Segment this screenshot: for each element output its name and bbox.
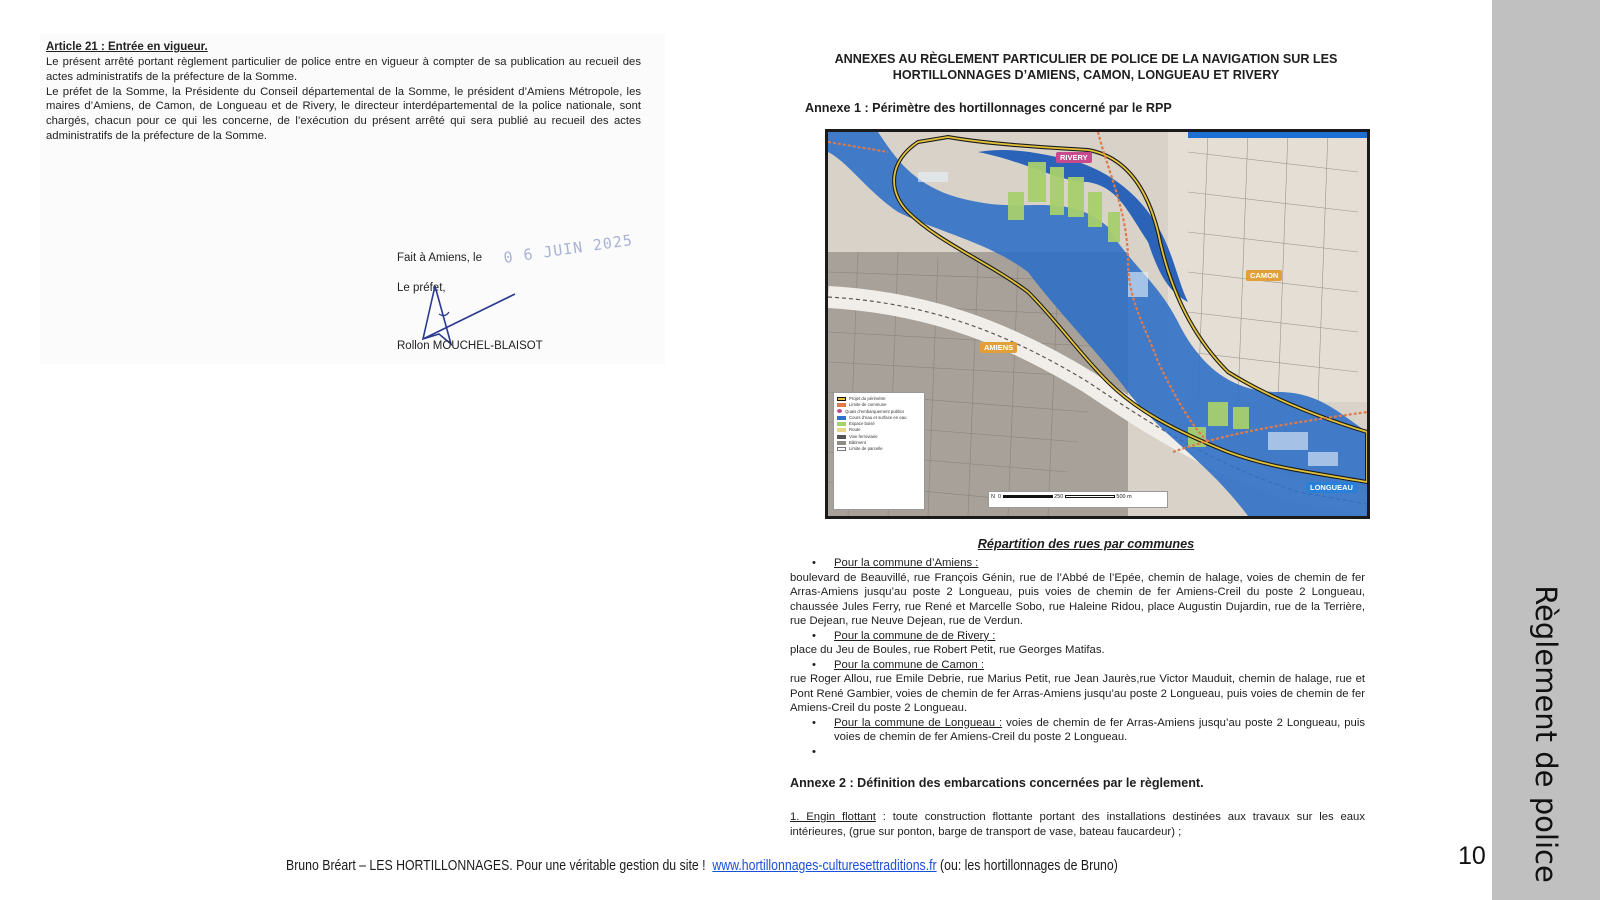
perimeter-map [825,129,1370,519]
article-paragraph: Le préfet de la Somme, la Présidente du Conseil départemental de la Somme, le président d’Amiens Métropole, les maires d’Amiens, de Camon, de Longueau et de Rivery, le directeur interdépartemental de la police nationale, sont chargés, chacun pour ce qui les concerne, de l’exécution du présent arrêté qui sera publié au recueil des actes administratifs de la préfecture de la Somme. [46,85,641,142]
article-title: Article 21 : Entrée en vigueur. [46,41,208,53]
signer-title: Le préfet, [397,282,446,294]
annex1-heading: Annexe 1 : Périmètre des hortillonnages concerné par le RPP [805,101,1172,115]
annex2-heading: Annexe 2 : Définition des embarcations concernées par le règlement. [790,776,1204,790]
footer-website-link[interactable]: www.hortillonnages-culturesettraditions.fr [712,857,937,874]
scale-tick: 500 m [1116,494,1132,500]
engin-text: : toute construction flottante portant des installations destinées aux travaux sur les eaux intérieures, (grue sur ponton, barge de transport de vase, bateau faucardeur) ; [790,811,1365,838]
scale-tick: 0 [998,494,1002,500]
north-arrow-icon: N [991,494,995,500]
date-stamp: 0 6 JUIN 2025 [502,231,635,267]
empty-bullet [790,745,1365,760]
footer-author: Bruno Bréart – LES HORTILLONNAGES. Pour une véritable gestion du site ! [286,857,706,874]
commune-label-rivery: Pour la commune de de Rivery : [834,629,996,642]
footer [286,857,1118,874]
annex-title-line: HORTILLONNAGES D’AMIENS, CAMON, LONGUEAU ET RIVERY [892,67,1280,82]
annex-title-line: ANNEXES AU RÈGLEMENT PARTICULIER DE POLICE DE LA NAVIGATION SUR LES [834,52,1338,66]
article-paragraph: Le présent arrêté portant règlement particulier de police entre en vigueur à compter de sa publication au recueil des actes administratifs de la préfecture de la Somme. [46,56,641,83]
scale-tick: 250 [1054,494,1064,500]
commune-streets-camon: rue Roger Allou, rue Emile Debrie, rue Marius Petit, rue Jean Jaurès,rue Victor Mauduit, chemin de halage, rue et Pont René Gambier, voies de chemin de fer Arras-Amiens jusqu’au poste 2 Longueau, puis voies de chemin de fer Amiens-Creil du poste 2 Longueau. [790,673,1365,714]
map-label-amiens: AMIENS [980,342,1017,353]
section-title: Règlement de police [1529,585,1563,883]
commune-label-longueau: Pour la commune de Longueau : [834,716,1003,729]
repartition-heading: Répartition des rues par communes [977,537,1195,551]
engin-label: 1. Engin flottant [790,811,876,823]
engin-definition [790,810,1365,839]
legend-item: Cours d’eau et surface en eau [837,415,921,421]
footer-note: (ou: les hortillonnages de Bruno) [940,857,1118,874]
page-number: 10 [1458,842,1486,870]
repartition-body [790,556,1365,759]
commune-bullet [790,556,1365,571]
commune-label-camon: Pour la commune de Camon : [834,658,985,671]
map-label-camon: CAMON [1246,270,1282,281]
annex-title [780,52,1392,83]
article-body [46,55,641,144]
legend-item: Voie ferroviaire [837,434,921,440]
right-document-page [780,30,1392,860]
commune-bullet [790,629,1365,644]
map-label-rivery: RIVERY [1056,152,1092,163]
map-scalebar [988,491,1168,508]
legend-item: Route [837,427,921,433]
legend-item: Espace boisé [837,421,921,427]
legend-item: Bâtiment [837,440,921,446]
commune-streets-rivery: place du Jeu de Boules, rue Robert Petit, rue Georges Matifas. [790,644,1105,656]
commune-streets-longueau: voies de chemin de fer Arras-Amiens jusqu’au poste 2 Longueau, puis voies de chemin de fer Amiens-Creil du poste 2 Longueau. [834,716,1365,743]
commune-bullet [790,716,1365,745]
signed-at-label: Fait à Amiens, le [397,252,483,264]
legend-item: Projet du périmètre [837,396,921,402]
map-label-longueau: LONGUEAU [1306,482,1357,493]
legend-item: Limite de parcelle [837,446,921,452]
commune-bullet [790,658,1365,673]
left-document-page [40,34,665,364]
commune-streets-amiens: boulevard de Beauvillé, rue François Génin, rue de l’Abbé de l’Epée, chemin de halage, voies de chemin de fer Arras-Amiens jusqu’au poste 2 Longueau, puis voies de chemin de fer Amiens-Creil du poste 2 Longueau, chaussée Jules Ferry, rue René et Marcelle Sobo, rue Haleine Ridou, place Augustin Dujardin, rue de la Terrière, rue Dejean, rue Neuve Dejean, rue de Verdun. [790,571,1365,627]
signer-name: Rollon MOUCHEL-BLAISOT [397,340,543,352]
commune-label-amiens: Pour la commune d’Amiens : [834,557,979,569]
legend-item: Limite de commune [837,402,921,408]
signature-block [397,231,647,390]
map-legend [833,392,925,510]
legend-item: Quais d’embarquement publics [837,409,921,415]
section-sidebar [1492,0,1600,900]
